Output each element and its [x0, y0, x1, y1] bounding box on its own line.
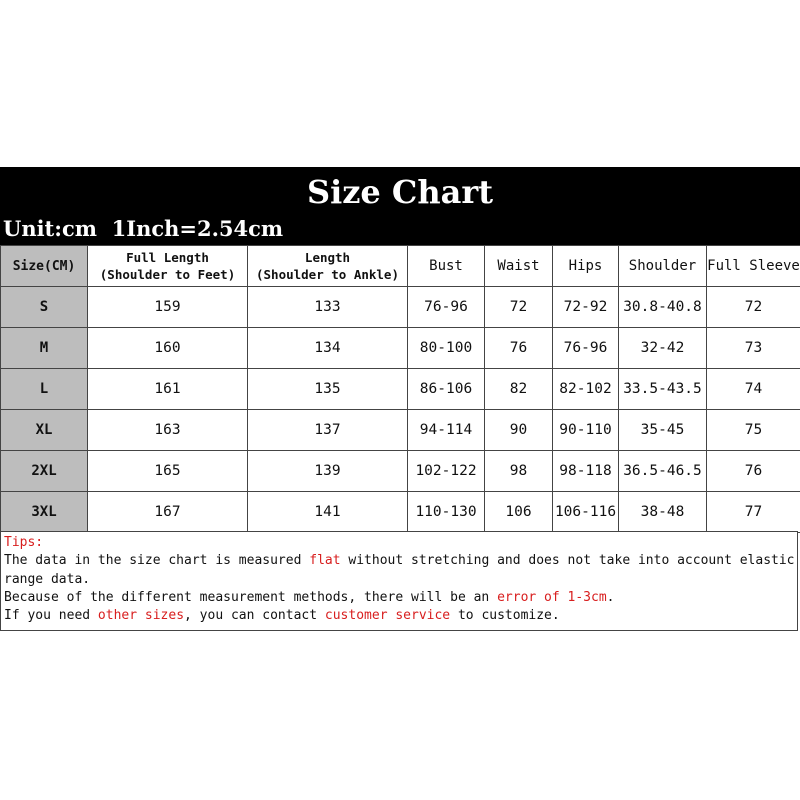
header-bust: Bust — [408, 246, 485, 287]
tips-line2-start: Because of the different measurement methods, there will be an — [4, 589, 498, 605]
hips-cell: 76-96 — [553, 328, 619, 369]
header-length — [248, 246, 408, 287]
size-cell: 2XL — [1, 451, 88, 492]
size-cell: M — [1, 328, 88, 369]
header-length-label: Length — [304, 250, 351, 265]
table-row — [1, 410, 800, 451]
full-sleeve-cell: 74 — [707, 369, 800, 410]
tips-label: Tips: — [4, 535, 44, 550]
tips-line3-end: to customize. — [450, 608, 560, 624]
bust-cell: 86-106 — [408, 369, 485, 410]
bust-cell: 102-122 — [408, 451, 485, 492]
table-row — [1, 369, 800, 410]
length-cell: 134 — [248, 328, 408, 369]
shoulder-cell: 35-45 — [619, 410, 707, 451]
size-cell: L — [1, 369, 88, 410]
tips-flat-highlight: flat — [309, 553, 341, 569]
shoulder-cell: 38-48 — [619, 492, 707, 533]
table-row — [1, 492, 800, 533]
full-sleeve-cell: 77 — [707, 492, 800, 533]
header-size: Size(CM) — [1, 246, 88, 287]
waist-cell: 90 — [485, 410, 553, 451]
full-length-cell: 159 — [88, 287, 248, 328]
table-row — [1, 451, 800, 492]
shoulder-cell: 33.5-43.5 — [619, 369, 707, 410]
size-cell: 3XL — [1, 492, 88, 533]
shoulder-cell: 36.5-46.5 — [619, 451, 707, 492]
full-length-cell: 161 — [88, 369, 248, 410]
tips-line1-end: without stretching and does not take into account elastic range data. — [4, 553, 795, 587]
full-sleeve-cell: 76 — [707, 451, 800, 492]
tips-line1-start: The data in the size chart is measured — [4, 553, 310, 569]
waist-cell: 76 — [485, 328, 553, 369]
header-banner — [0, 167, 800, 245]
header-row — [1, 246, 800, 287]
size-table — [0, 245, 800, 533]
tips-line-measurement — [4, 552, 800, 589]
table-row — [1, 287, 800, 328]
full-length-cell: 165 — [88, 451, 248, 492]
full-length-cell: 167 — [88, 492, 248, 533]
bust-cell: 110-130 — [408, 492, 485, 533]
full-sleeve-cell: 72 — [707, 287, 800, 328]
bust-cell: 76-96 — [408, 287, 485, 328]
unit-conversion: Unit:cm 1Inch=2.54cm — [3, 216, 284, 241]
tips-other-sizes-highlight: other sizes — [97, 608, 185, 624]
header-full-length — [88, 246, 248, 287]
header-full-sleeve: Full Sleeve — [707, 246, 800, 287]
length-cell: 139 — [248, 451, 408, 492]
hips-cell: 106-116 — [553, 492, 619, 533]
tips-line3-start: If you need — [4, 608, 98, 624]
length-cell: 137 — [248, 410, 408, 451]
waist-cell: 98 — [485, 451, 553, 492]
length-cell: 135 — [248, 369, 408, 410]
tips-customer-service-highlight: customer service — [324, 608, 451, 624]
full-sleeve-cell: 73 — [707, 328, 800, 369]
full-length-cell: 163 — [88, 410, 248, 451]
header-hips: Hips — [553, 246, 619, 287]
tips-line-contact — [4, 607, 797, 625]
size-chart — [0, 167, 800, 633]
bust-cell: 80-100 — [408, 328, 485, 369]
waist-cell: 72 — [485, 287, 553, 328]
hips-cell: 98-118 — [553, 451, 619, 492]
waist-cell: 106 — [485, 492, 553, 533]
tips-panel — [0, 531, 798, 631]
header-full-length-label: Full Length — [126, 250, 209, 265]
header-full-length-sub: (Shoulder to Feet) — [99, 267, 236, 282]
tips-line-error — [4, 589, 797, 607]
header-length-sub: (Shoulder to Ankle) — [256, 267, 399, 282]
hips-cell: 90-110 — [553, 410, 619, 451]
shoulder-cell: 32-42 — [619, 328, 707, 369]
tips-line2-end: . — [606, 589, 615, 605]
shoulder-cell: 30.8-40.8 — [619, 287, 707, 328]
header-waist: Waist — [485, 246, 553, 287]
size-cell: S — [1, 287, 88, 328]
bust-cell: 94-114 — [408, 410, 485, 451]
hips-cell: 82-102 — [553, 369, 619, 410]
length-cell: 141 — [248, 492, 408, 533]
waist-cell: 82 — [485, 369, 553, 410]
size-cell: XL — [1, 410, 88, 451]
tips-error-highlight: error of 1-3cm — [497, 589, 607, 605]
header-shoulder: Shoulder — [619, 246, 707, 287]
full-length-cell: 160 — [88, 328, 248, 369]
table-row — [1, 328, 800, 369]
tips-line3-mid: , you can contact — [184, 608, 325, 624]
length-cell: 133 — [248, 287, 408, 328]
hips-cell: 72-92 — [553, 287, 619, 328]
chart-title: Size Chart — [306, 173, 494, 211]
full-sleeve-cell: 75 — [707, 410, 800, 451]
